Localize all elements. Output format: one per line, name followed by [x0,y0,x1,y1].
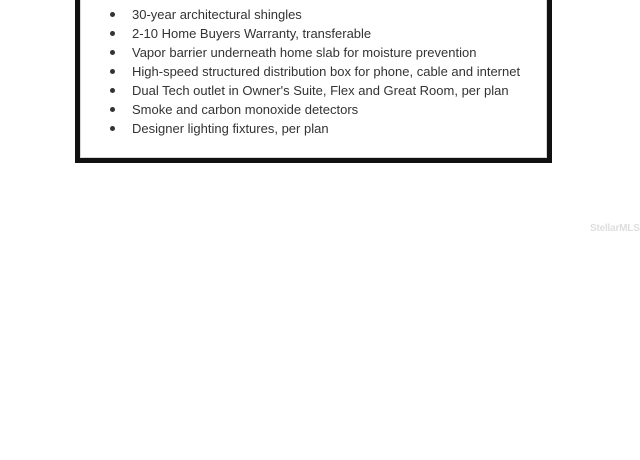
features-panel [75,0,552,163]
bullet-icon [110,12,115,17]
feature-list-item [108,24,520,43]
feature-text: 30-year architectural shingles [132,7,302,22]
feature-list-item [108,5,520,24]
bullet-icon [110,107,115,112]
bullet-icon [110,69,115,74]
feature-list-item [108,81,520,100]
bullet-icon [110,50,115,55]
feature-text: 2-10 Home Buyers Warranty, transferable [132,26,372,41]
stellar-mls-watermark: StellarMLS [590,223,640,234]
feature-list-item [108,43,520,62]
feature-text: Designer lighting fixtures, per plan [132,121,329,136]
bullet-icon [110,88,115,93]
feature-text: Dual Tech outlet in Owner's Suite, Flex and Great Room, per plan [132,83,509,98]
feature-list-item [108,62,520,81]
feature-list-item [108,100,520,119]
feature-text: Vapor barrier underneath home slab for moisture prevention [132,45,477,60]
feature-text: Smoke and carbon monoxide detectors [132,102,359,117]
bullet-icon [110,126,115,131]
feature-list-item [108,119,520,138]
feature-list [108,5,520,138]
feature-text: High-speed structured distribution box for phone, cable and internet [132,64,521,79]
bullet-icon [110,31,115,36]
